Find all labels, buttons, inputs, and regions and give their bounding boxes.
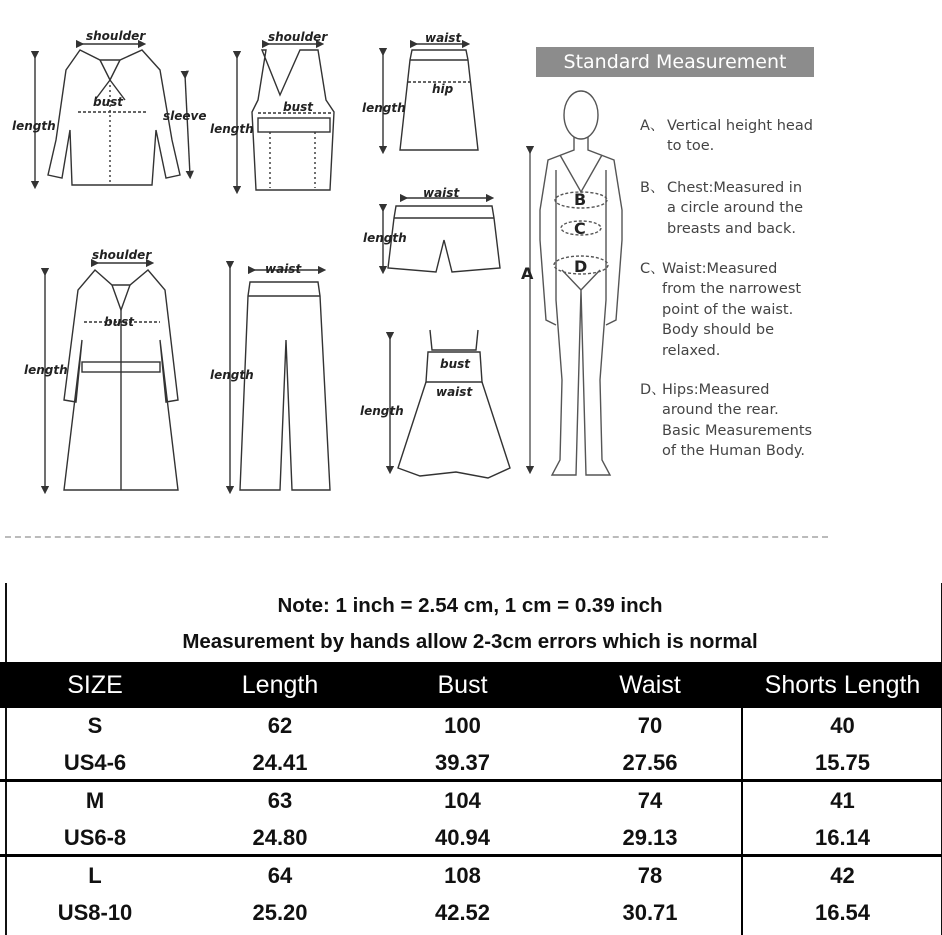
table-cell: S: [87, 713, 103, 738]
table-cell: 29.13: [622, 825, 678, 850]
dress-waist-label: waist: [436, 385, 473, 399]
table-cell: 42.52: [434, 900, 491, 925]
section-divider: [5, 536, 828, 538]
tank-length-label: length: [210, 122, 254, 136]
standard-item-letter: D、: [640, 382, 666, 398]
pants-waist-label: waist: [265, 262, 302, 276]
table-cell: 39.37: [434, 750, 491, 775]
table-cell: 70: [637, 713, 663, 738]
table-cell: M: [85, 788, 105, 813]
table-cell: 42: [830, 863, 855, 888]
coat-diagram: [24, 248, 178, 490]
header-size: SIZE: [67, 671, 123, 699]
figure-letter-a: A: [521, 264, 534, 283]
standard-item-text: Hips:Measured around the rear. Basic Measurements of the Human Body.: [662, 382, 813, 460]
skirt-waist-label: waist: [425, 31, 462, 45]
blouse-length-label: length: [12, 119, 56, 133]
table-cell: 40: [830, 713, 855, 738]
table-cell: 40.94: [434, 825, 491, 850]
standard-item-text: Chest:Measured in a circle around the breasts and back.: [667, 180, 804, 237]
tank-bust-label: bust: [283, 100, 314, 114]
shorts-waist-label: waist: [423, 186, 460, 200]
table-cell: 74: [637, 788, 663, 813]
blouse-diagram: [12, 29, 207, 185]
standard-item-letter: B、: [640, 180, 665, 196]
skirt-hip-label: hip: [432, 82, 454, 96]
table-cell: 24.41: [252, 750, 308, 775]
pants-length-label: length: [210, 368, 254, 382]
table-cell: 25.20: [252, 900, 308, 925]
skirt-length-label: length: [362, 101, 406, 115]
header-waist: Waist: [619, 671, 681, 699]
shorts-diagram: [363, 186, 500, 272]
tank-top-diagram: [210, 30, 334, 190]
row-divider: [0, 779, 942, 782]
shorts-length-label: length: [363, 231, 407, 245]
tank-shoulder-label: shoulder: [268, 30, 328, 44]
dress-diagram: [360, 330, 510, 478]
column-divider: [741, 708, 743, 935]
table-cell: 24.80: [252, 825, 308, 850]
table-cell: 41: [830, 788, 855, 813]
header-bust: Bust: [437, 671, 488, 699]
table-cell: 27.56: [622, 750, 678, 775]
dress-length-label: length: [360, 404, 404, 418]
standard-item-text: Vertical height head to toe.: [667, 118, 813, 155]
coat-bust-label: bust: [104, 315, 135, 329]
pants-diagram: [210, 262, 330, 490]
table-cell: 63: [267, 788, 293, 813]
table-cell: 100: [444, 713, 481, 738]
blouse-bust-label: bust: [93, 95, 124, 109]
skirt-diagram: [362, 31, 478, 150]
table-cell: 30.71: [622, 900, 678, 925]
blouse-shoulder-label: shoulder: [86, 29, 146, 43]
table-cell: 64: [267, 863, 293, 888]
standard-item-letter: A、: [640, 118, 665, 134]
conversion-note: Note: 1 inch = 2.54 cm, 1 cm = 0.39 inch: [277, 594, 663, 617]
table-cell: 108: [444, 863, 481, 888]
table-cell: 16.14: [814, 825, 871, 850]
standard-item-text: Waist:Measured from the narrowest point of the waist. Body should be relaxed.: [662, 261, 802, 359]
dress-bust-label: bust: [440, 357, 471, 371]
table-cell: US8-10: [57, 900, 133, 925]
figure-letter-b: B: [574, 190, 587, 209]
blouse-sleeve-label: sleeve: [163, 109, 207, 123]
table-cell: 62: [267, 713, 293, 738]
standard-item-letter: C、: [640, 261, 665, 277]
header-shorts-length: Shorts Length: [764, 671, 921, 699]
header-length: Length: [241, 671, 319, 699]
table-cell: L: [88, 863, 102, 888]
figure-letter-c: C: [574, 219, 586, 238]
standard-measurement-title: Standard Measurement: [536, 47, 814, 77]
table-cell: 104: [444, 788, 481, 813]
human-figure-diagram: [521, 91, 622, 475]
error-note: Measurement by hands allow 2-3cm errors which is normal: [182, 630, 758, 653]
coat-shoulder-label: shoulder: [92, 248, 152, 262]
row-divider: [0, 854, 942, 857]
table-cell: 15.75: [814, 750, 871, 775]
table-cell: 16.54: [814, 900, 871, 925]
table-cell: US4-6: [63, 750, 127, 775]
table-cell: 78: [637, 863, 663, 888]
table-cell: US6-8: [63, 825, 127, 850]
figure-letter-d: D: [574, 257, 588, 276]
coat-length-label: length: [24, 363, 68, 377]
